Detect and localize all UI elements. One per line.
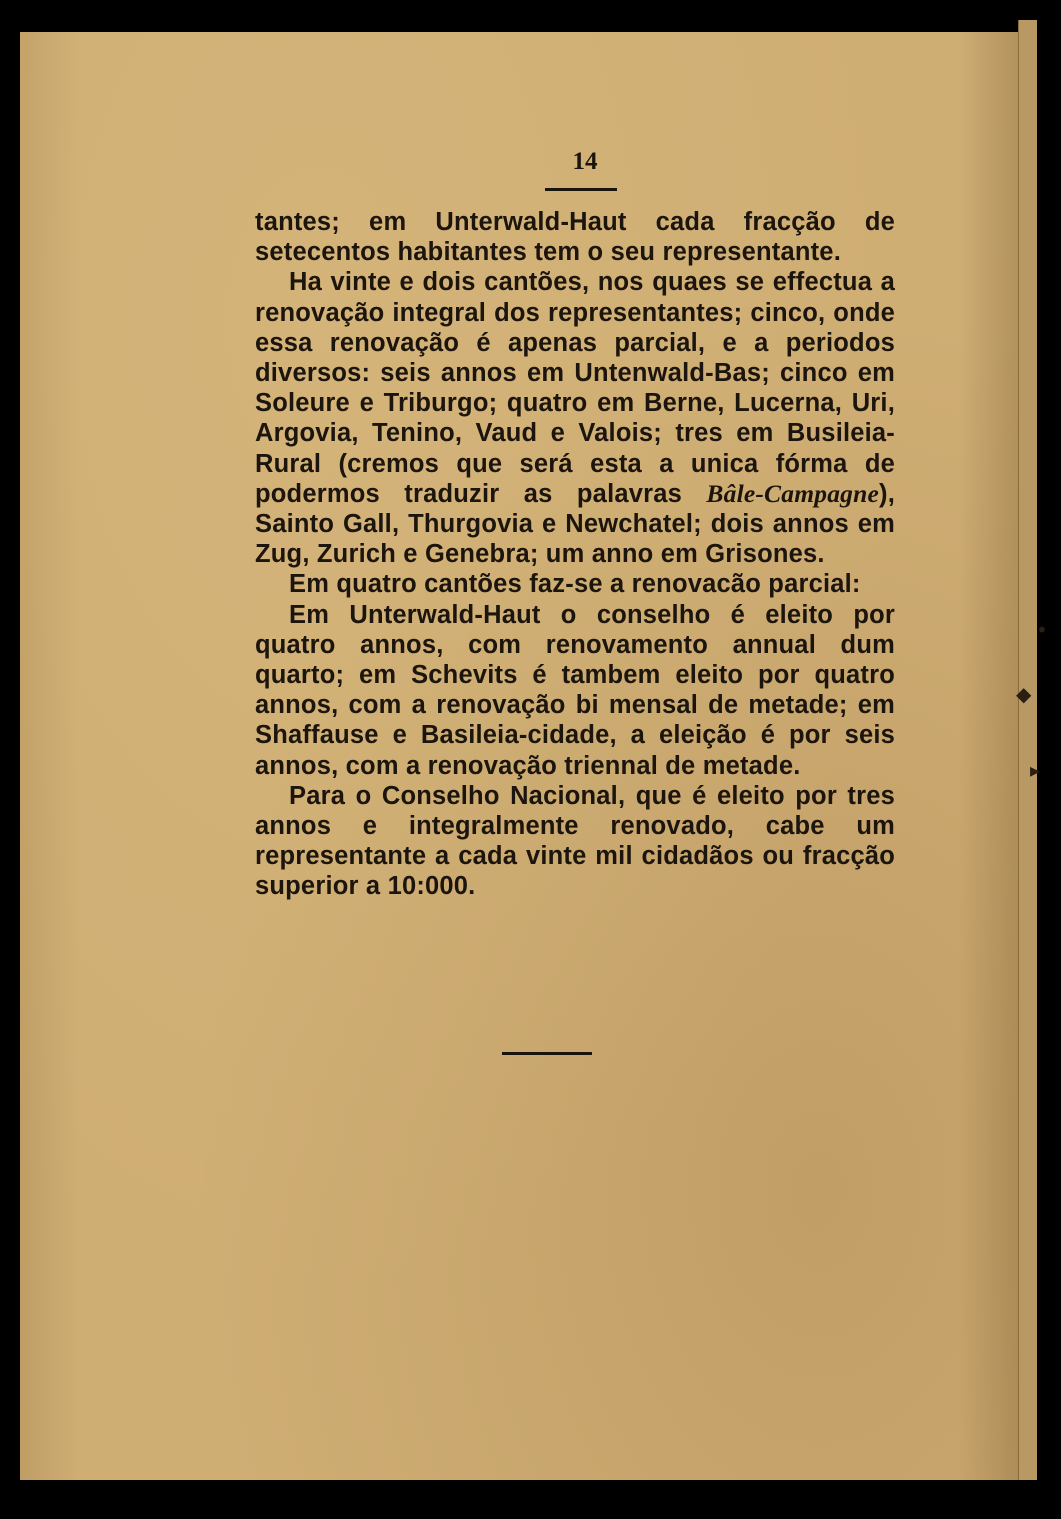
paragraph [255, 600, 895, 781]
text-run: Em quatro cantões faz-se a renovacão parcial: [289, 570, 861, 599]
text-run: tantes; em Unterwald-Haut cada fracção de setecentos habitantes tem o seu representante. [255, 208, 895, 267]
text-run: Para o Conselho Nacional, que é eleito por tres annos e integralmente renovado, cabe um representante a cada vinte mil cidadãos ou fracção superior a 10:000. [255, 781, 895, 901]
text-run: ), Sainto Gall, Thurgovia e Newchatel; dois annos em Zug, Zurich e Genebra; um anno em Grisones. [255, 479, 895, 569]
edge-stain-mark: ◆ [1016, 682, 1032, 706]
paragraph [255, 267, 895, 569]
edge-dot-mark: • [1036, 618, 1048, 642]
adjacent-page-edge [1018, 20, 1037, 1480]
paragraph [255, 781, 895, 902]
section-end-rule [502, 1052, 592, 1055]
italic-phrase: Bâle-Campagne [706, 478, 880, 508]
text-run: Ha vinte e dois cantões, nos quaes se effectua a renovação integral dos representantes; cinco, onde essa renovação é apenas parcial, e a periodos diversos: seis annos em Untenwald-Bas; cinco em Soleure e Triburgo; quatro em Berne, Lucerna, Uri, Argovia, Tenino, Vaud e Valois; tres em Busileia-Rural (cremos que será esta a unica fórma de podermos traduzir as palavras [255, 268, 895, 508]
text-run: Em Unterwald-Haut o conselho é eleito por quatro annos, com renovamento annual dum quarto; em Schevits é tambem eleito por quatro annos, com a renovação bi mensal de metade; em Shaffause e Basileia-cidade, a eleição é por seis annos, com a renovação triennal de metade. [255, 600, 895, 780]
paragraph [255, 207, 895, 267]
edge-arrow-mark: ▸ [1030, 758, 1041, 782]
page-number-underline [545, 188, 617, 191]
page-number: 14 [572, 148, 598, 175]
body-text [255, 207, 895, 902]
paragraph [255, 569, 895, 599]
